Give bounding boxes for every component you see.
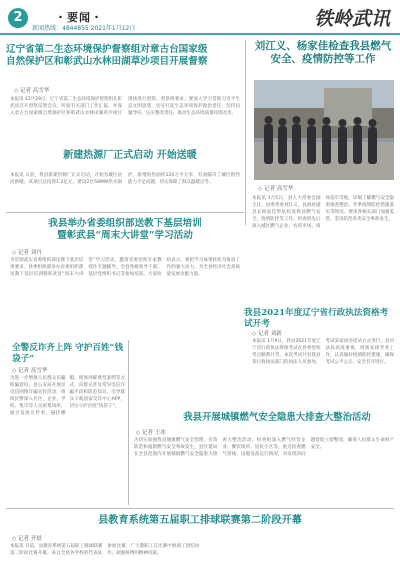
article-3-body: 本报讯 日前，我县新建热源厂正式启动，开始为城区居民供暖。该项目总投资1.2亿元，建设2台58MW热水锅炉，新增供热面积120万平方米，有效解决了城区供热能力不足问题，切实保障了群众温暖过冬。 xyxy=(10,173,240,185)
article-7-body: 为切实加强我县城镇燃气安全管理，有效防范和遏制燃气安全事故发生，县住建局在全县范围内开展城镇燃气安全隐患大排查大整治活动。检查组深入燃气经营企业、餐饮场所、居民小区等，重点检查燃气管线、设施设备运行情况，对发现的问题督促立即整改，确保人民群众生命财产安全。 xyxy=(134,438,394,457)
article-2-byline xyxy=(258,184,293,192)
page-header xyxy=(0,0,400,34)
article-4-byline xyxy=(12,248,42,256)
article-1-headline-line-2: 自然保护区和彰武山水林田湖草沙项目开展督察 xyxy=(6,55,208,67)
article-6-byline-text: 记者 刘新 xyxy=(257,331,282,337)
article-8-headline: 县教育系统第五届职工排球联赛第二阶段开幕 xyxy=(98,514,302,526)
article-7-byline xyxy=(136,428,166,436)
article-2-byline-text: 记者 高雪华 xyxy=(263,186,294,192)
pen-icon: ◇ xyxy=(252,331,257,337)
article-5-body: 为进一步增强人民群众识骗防骗意识，县公安局开展反电信网络诈骗宣传活动，组织民警深入社区、企业、学校、集市等人员密集场所，通过发放宣传单、悬挂横幅、现场讲解典型案例等方式，向群众普及常见电信诈骗手段和防范知识，引导群众下载国家反诈中心APP，切实守护百姓“钱袋子”。 xyxy=(10,376,125,416)
article-7-byline-text: 记者 王冰 xyxy=(141,430,166,436)
article-1-headline-line-1: 辽宁省第二生态环境保护督察组对章古台国家级 xyxy=(6,44,208,55)
pen-icon: ◇ xyxy=(136,430,141,436)
pen-icon: ◇ xyxy=(12,536,17,542)
article-1-headline xyxy=(6,44,242,68)
article-2-photo xyxy=(254,80,394,180)
article-1-body: 本报讯 12月29日，辽宁省第二生态环境保护督察组在彰武县召开督察反馈会议，听取有关部门工作汇报，并深入章古台国家级自然保护区和彰武山水林田湖草沙项目现场进行督察。督察组要求，要深入学习贯彻习近平生态文明思想，切实扛起生态环境保护政治责任，坚持问题导向，压实整改责任，推动生态环境质量持续改善。 xyxy=(10,97,240,116)
column-divider xyxy=(128,340,129,505)
article-8-byline xyxy=(12,534,42,542)
article-4-headline-line-2: 暨彰武县“周末大讲堂”学习活动 xyxy=(57,229,193,241)
article-4-body: 为贯彻落实省委组织部送教下基层培训要求，县委组织部举办省委组织部送教下基层培训暨彰武县“周末大讲堂”学习活动，邀请省委党校专家教授作专题辅导。全县各级领导干部、基层党组织书记等参加培训。大家纷纷表示，要把学习成果转化为推动工作的强大动力，为全县经济社会高质量发展贡献力量。 xyxy=(10,258,240,277)
officials-inspection-photo xyxy=(254,80,394,180)
pen-icon: ◇ xyxy=(14,88,19,94)
article-1-byline xyxy=(14,86,49,94)
article-1-byline-text: 记者 高雪华 xyxy=(19,88,50,94)
section-divider xyxy=(6,212,244,213)
article-5-byline xyxy=(12,366,47,374)
article-3-headline: 新建热源厂正式启动 开始送暖 xyxy=(63,150,197,161)
article-4-byline-text: 记者 刘丹 xyxy=(17,250,42,256)
article-2-body: 本报讯 1月5日，县人大常委会副主任、县委常委刘江义，县政府副县长杨家佳带队检查我县燃气安全、疫情防控等工作。检查组先后深入城区燃气企业、农贸市场、商场超市等地，详细了解燃气安全隐患排查整治、冬季疫情防控措施落实等情况，要求各相关部门加强监管，坚决防范各类安全事故发生。 xyxy=(252,196,394,229)
article-4-headline xyxy=(30,218,220,242)
article-4-headline-line-1: 我县举办省委组织部送教下基层培训 xyxy=(48,218,202,229)
article-8-body: 本报讯 日前，县教育系统第五届职工排球联赛第二阶段比赛开幕。来自全县各学校的代表队参加比赛，广大教职工在比赛中展现了团结协作、顽强拼搏的精神风貌。 xyxy=(10,544,200,556)
masthead-logo: 铁岭武讯 xyxy=(313,8,390,30)
page-number: 2 xyxy=(8,8,28,28)
article-6-body: 本报讯 1月9日，我县2021年度辽宁省行政执法资格考试在县委党校考点顺利开考。本次考试共有我县各行政执法部门的执法人员参加，考试采取闭卷笔试方式进行。县司法局高度重视，周密安排考务工作，认真做好疫情防控措施，确保考试公平公正、安全有序进行。 xyxy=(252,339,394,365)
article-6-byline xyxy=(252,329,282,337)
article-7-headline: 我县开展城镇燃气安全隐患大排查大整治活动 xyxy=(183,412,371,423)
header-rule xyxy=(0,33,400,35)
dateline: 新闻热线：4844855 2021年1月12日 xyxy=(32,25,136,32)
article-8-byline-text: 记者 齐晨 xyxy=(17,536,42,542)
article-6-headline: 我县2021年度辽宁省行政执法资格考试开考 xyxy=(244,308,389,329)
section-title: ・要闻・ xyxy=(55,11,103,24)
pen-icon: ◇ xyxy=(12,250,17,256)
pen-icon: ◇ xyxy=(258,186,263,192)
article-2-headline: 刘江义、杨家佳检查我县燃气安全、疫情防控等工作 xyxy=(254,40,392,66)
article-5-byline-text: 记者 高雪华 xyxy=(17,368,48,374)
pen-icon: ◇ xyxy=(12,368,17,374)
section-divider xyxy=(6,508,394,509)
article-5-headline: 全警反诈齐上阵 守护百姓“钱袋子” xyxy=(12,343,124,364)
column-divider xyxy=(245,40,246,225)
